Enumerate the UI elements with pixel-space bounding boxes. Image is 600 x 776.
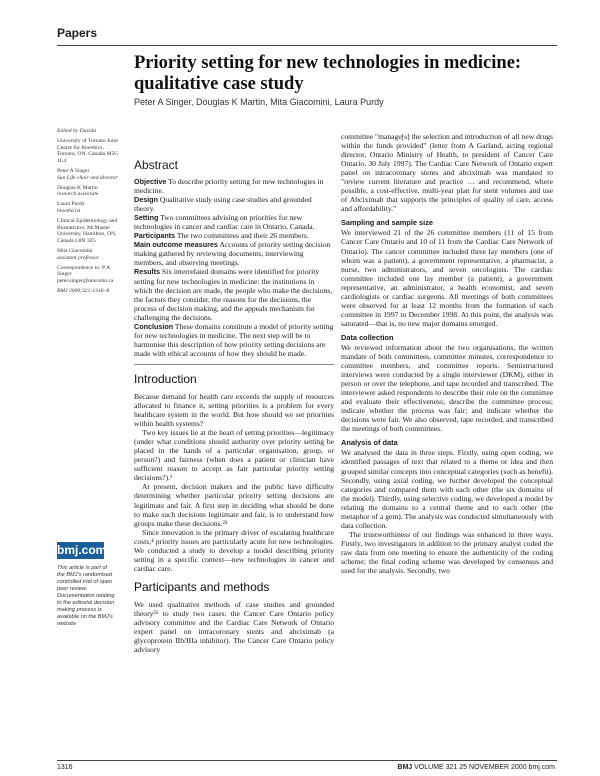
abstract-setting: Setting Two committees advising on priorities for new technologies in cancer and cardiac care in Ontario, Canada. bbox=[134, 213, 315, 232]
affiliation-1: University of Toronto Joint Centre for Bioethics, Toronto, ON, Canada M5G 1L4 bbox=[57, 137, 119, 165]
abstract-design: Design Qualitative study using case studies and grounded theory. bbox=[134, 195, 312, 214]
abstract-heading: Abstract bbox=[134, 158, 179, 172]
divider bbox=[134, 364, 334, 365]
right-column bbox=[341, 132, 553, 575]
data-collection-heading: Data collection bbox=[341, 332, 394, 342]
analysis-paragraph: We analysed the data in three steps. Firstly, using open coding, we identified passages of text that related to a theme or idea and then grouped similar concepts into conceptual categories (such as benefit). Secondly, using axial coding, we further developed the conceptual categories and compared them with each other (the six domains of the model). Thirdly, using selective coding, we developed a model by relating the domains to a central theme and to each other (the metaphor of a gem). The analysis was conducted simultaneously with data collection. bbox=[341, 448, 553, 530]
footer-rule bbox=[57, 760, 557, 761]
abstract bbox=[134, 158, 334, 358]
journal-reference: BMJ VOLUME 321 25 NOVEMBER 2000 bmj.com bbox=[397, 764, 555, 771]
top-rule bbox=[57, 45, 557, 46]
author-1: Peter A Singer Sun Life chair and director bbox=[57, 167, 118, 181]
introduction-heading: Introduction bbox=[134, 371, 197, 386]
citation: BMJ 2000;321:1316–8 bbox=[57, 287, 110, 294]
authors: Peter A Singer, Douglas K Martin, Mita Giacomini, Laura Purdy bbox=[134, 97, 384, 107]
analysis-paragraph: The trustworthiness of our findings was enhanced in three ways. Firstly, two investigators in addition to the primary analyst coded the raw data from one meeting to ensure the authenticity of the coding scheme; the final coding scheme was developed by consensus and used for the analysis. Secondly, two bbox=[341, 529, 553, 576]
author-4: Mita Giacomini assistant professor bbox=[57, 247, 99, 261]
correspondence: Correspondence to: P A Singer peter.singer@utoronto.ca bbox=[57, 264, 114, 285]
page-number: 1316 bbox=[57, 764, 73, 771]
abstract-objective: Objective To describe priority setting for new technologies in medicine. bbox=[134, 177, 324, 196]
author-2: Douglas K Martin research associate bbox=[57, 184, 99, 198]
abstract-outcome: Main outcome measures Accounts of priority setting decision making gathered by reviewing documents, interviewing members, and observing meetings. bbox=[134, 240, 331, 268]
methods-heading: Participants and methods bbox=[134, 579, 270, 594]
analysis-heading: Analysis of data bbox=[341, 438, 398, 448]
abstract-conclusion: Conclusion These domains constitute a model of priority setting for new technologies in medicine. The next step will be to harmonise this description of how priority setting decisions are made with ethical accounts of how they should be made. bbox=[134, 321, 334, 358]
author-3: Laura Purdy bioethicist bbox=[57, 201, 85, 214]
methods-continuation: committee "manage[s] the selection and introduction of all new drugs within the funds provided" (letter from A Garland, acting regional director, Ontario Ministry of Health, to president of Cancer Care Ontario, 30 July 1997). The Cardiac Care Network of Ontario expert panel on intracoronary stents and abciximab was mandated to "review current literature and practice … and recommend, where possible, a cost-effective, multi-year plan for stent volumes and use of Abciximab that supports the principles of quality of care, access and affordability." bbox=[341, 132, 553, 214]
sampling-paragraph: We interviewed 21 of the 26 committee members (11 of 15 from Cancer Care Ontario and 10 of 11 from the Cardiac Care Network of Ontario). The cancer committee included three lay members (one of whom was a patient), a government representative, a pharmacist, a nurse, two administrators, and seven oncologists. The cardiac committee included one lay member (a patient), a government representative, an administrator, a health economist, and seven cardiologists or cardiac surgeons. All meetings of both committees were observed for at least 12 months from the formation of each committee in 1997 to December 1998. At this point, the analysis was saturated—that is, no new major domains emerged. bbox=[341, 228, 553, 328]
editor-note: Edited by Davida bbox=[57, 128, 97, 134]
intro-paragraph: Since innovation is the primary driver of escalating healthcare costs,⁴ priority issues are particularly acute for new technologies. We conducted a study to develop a model describing priority setting in a specific context—new technologies in cancer and cardiac care. bbox=[134, 527, 334, 573]
open-peer-review-note: This article is part of the BMJ's randomised controlled trial of open peer review. Documentation relating to the editorial decision making process is available on the BMJ's website bbox=[57, 565, 115, 627]
affiliation-2: Clinical Epidemiology and Biostatistics, McMaster University, Hamilton, ON, Canada L8N 3Z5 bbox=[57, 217, 118, 245]
methods-paragraph: We used qualitative methods of case studies and grounded theory⁵⁶ to study two cases: the Cancer Care Ontario policy advisory committee and the Cardiac Care Network of Ontario expert panel on intracoronary stents and abciximab (a glycoprotein IIb/IIIa inhibitor). The Cancer Care Ontario policy advisory bbox=[134, 599, 334, 655]
author-sidebar bbox=[57, 128, 121, 298]
section-label: Papers bbox=[57, 26, 98, 40]
bmj-com-logo[interactable]: bmj.com bbox=[57, 543, 107, 557]
abstract-results: Results Six interrelated domains were identified for priority setting for new technologies in medicine: the institutions in which the decision are made, the people who make the decisions, the factors they consider, the reasons for the decisions, the process of decision making, and the appeals mechanism for challenging the decisions. bbox=[134, 267, 333, 322]
intro-paragraph: Because demand for health care exceeds the supply of resources allocated to finance it, setting priorities is a problem for every healthcare system in the world. But how should we set priorities within health systems? bbox=[134, 391, 334, 429]
left-column bbox=[134, 158, 334, 654]
article-title: Priority setting for new technologies in medicine: qualitative case study bbox=[134, 53, 522, 94]
abstract-participants: Participants The two committees and their 26 members. bbox=[134, 231, 309, 241]
data-collection-paragraph: We reviewed information about the two organisations, the written mandate of both committees, committee minutes, correspondence to committee members, and committee reports. Semistructured interviews were conducted by a single interviewer (DKM), either in person or over the telephone, and tape recorded and transcribed. The interviewer asked respondents to describe their role on the committee and evaluate their effectiveness; describe the committee process; indicate whether the process was fair; and indicate whether the decisions were fair. We also observed, tape recorded, and transcribed the meetings of both committees. bbox=[341, 342, 553, 434]
sampling-heading: Sampling and sample size bbox=[341, 218, 434, 228]
intro-paragraph: At present, decision makers and the public have difficulty determining whether particular priority setting decisions are legitimate and fair. A first step in deciding what should be done to make such decisions legitimate and fair, is to understand how groups make these decisions.²³ bbox=[134, 482, 334, 528]
intro-paragraph: Two key issues lie at the heart of setting priorities—legitimacy (under what conditions should authority over priority setting be placed in the hands of a particular organisation, group, or person?) and fairness (when does a patient or clinician have sufficient reason to accept as fair particular priority setting decisions?).¹ bbox=[134, 428, 334, 483]
